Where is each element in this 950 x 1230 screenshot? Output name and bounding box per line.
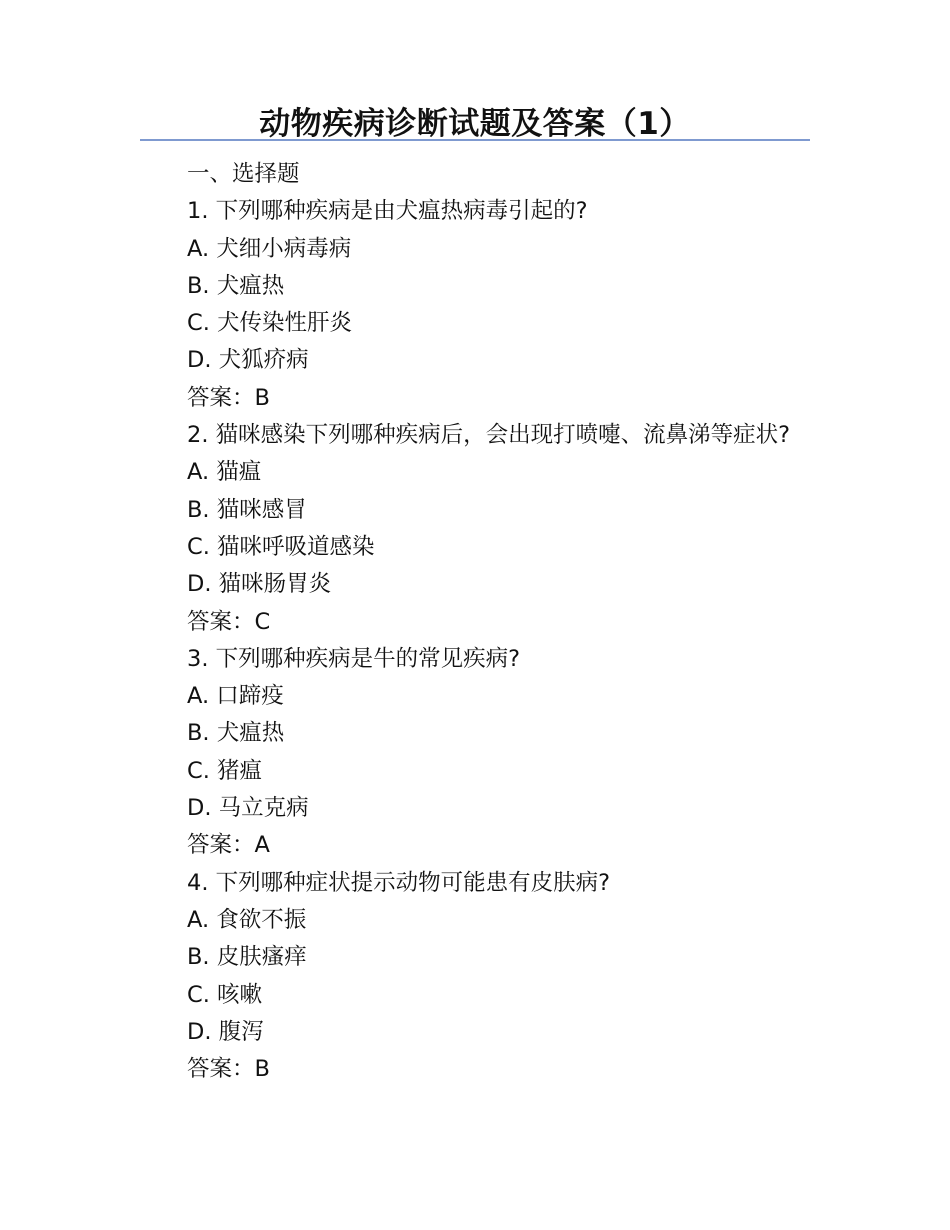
option-d: D. 犬狐疥病: [187, 347, 309, 374]
document-body: [140, 156, 812, 1088]
option-c: C. 咳嗽: [187, 981, 263, 1008]
option-b: B. 犬瘟热: [187, 272, 285, 299]
option-c: C. 猫咪呼吸道感染: [187, 533, 375, 560]
question-text: 4. 下列哪种症状提示动物可能患有皮肤病?: [187, 869, 611, 896]
option-c: C. 猪瘟: [187, 757, 263, 784]
option-d: D. 腹泻: [187, 1018, 264, 1045]
option-a: A. 口蹄疫: [187, 683, 284, 710]
question-block: [140, 865, 812, 1089]
question-block: [140, 193, 812, 417]
answer-line: 答案：B: [187, 1056, 270, 1083]
title-underline: [140, 139, 810, 141]
option-b: B. 皮肤瘙痒: [187, 944, 307, 971]
option-d: D. 猫咪肠胃炎: [187, 571, 332, 598]
question-text: 3. 下列哪种疾病是牛的常见疾病?: [187, 645, 521, 672]
answer-line: 答案：A: [187, 832, 270, 859]
option-a: A. 犬细小病毒病: [187, 235, 352, 262]
question-block: [140, 417, 812, 641]
question-text: 1. 下列哪种疾病是由犬瘟热病毒引起的?: [187, 198, 588, 225]
document-title: 动物疾病诊断试题及答案（1）: [259, 106, 691, 142]
option-d: D. 马立克病: [187, 795, 309, 822]
option-a: A. 食欲不振: [187, 906, 307, 933]
section-heading: 一、选择题: [187, 161, 300, 187]
answer-line: 答案：B: [187, 384, 270, 411]
answer-line: 答案：C: [187, 608, 271, 635]
option-b: B. 猫咪感冒: [187, 496, 307, 523]
option-c: C. 犬传染性肝炎: [187, 310, 353, 337]
option-a: A. 猫瘟: [187, 459, 262, 486]
question-block: [140, 641, 812, 865]
question-text: 2. 猫咪感染下列哪种疾病后，会出现打喷嚏、流鼻涕等症状?: [187, 422, 791, 449]
option-b: B. 犬瘟热: [187, 720, 285, 747]
